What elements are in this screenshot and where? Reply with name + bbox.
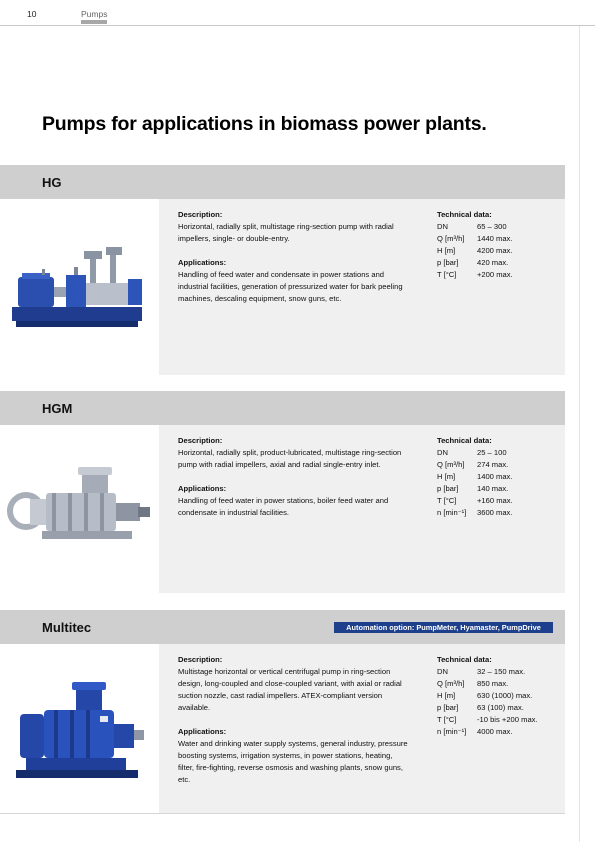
page-title: Pumps for applications in biomass power plants. bbox=[42, 113, 487, 135]
hg-pump-image bbox=[6, 229, 154, 339]
tech-key: T [°C] bbox=[437, 715, 457, 724]
tech-row bbox=[437, 257, 567, 269]
description-text: Horizontal, radially split, product-lubricated, multistage ring-section pump with radial impellers, axial and radial single-entry inlet. bbox=[178, 448, 402, 469]
tech-row bbox=[437, 483, 567, 495]
tech-key: p [bar] bbox=[437, 703, 459, 712]
applications-label: Applications: bbox=[178, 484, 227, 493]
tech-value: 32 – 150 max. bbox=[477, 667, 526, 676]
section-multitec bbox=[0, 610, 565, 813]
description-label: Description: bbox=[178, 655, 223, 664]
multitec-pump-image bbox=[6, 670, 154, 786]
tech-key: p [bar] bbox=[437, 484, 459, 493]
applications-text: Handling of feed water in power stations, boiler feed water and condensate in industrial facilities. bbox=[178, 496, 389, 517]
tech-key: H [m] bbox=[437, 246, 456, 255]
tech-value: 65 – 300 bbox=[477, 222, 507, 231]
description-text: Horizontal, radially split, multistage ring-section pump with radial impellers, single- or double-entry. bbox=[178, 222, 394, 243]
tech-value: -10 bis +200 max. bbox=[477, 715, 538, 724]
description-block bbox=[178, 435, 408, 531]
tech-value: 63 (100) max. bbox=[477, 703, 524, 712]
tech-row bbox=[437, 471, 567, 483]
tech-value: 25 – 100 bbox=[477, 448, 507, 457]
tech-row bbox=[437, 702, 567, 714]
pump-name: HGM bbox=[42, 401, 73, 416]
tech-row bbox=[437, 726, 567, 738]
applications-label: Applications: bbox=[178, 727, 227, 736]
tech-key: p [bar] bbox=[437, 258, 459, 267]
section-label: Pumps bbox=[81, 9, 108, 19]
section-hg bbox=[0, 165, 565, 375]
tech-value: 1400 max. bbox=[477, 472, 513, 481]
tech-row bbox=[437, 221, 567, 233]
tech-row bbox=[437, 678, 567, 690]
tech-row bbox=[437, 245, 567, 257]
tech-row bbox=[437, 447, 567, 459]
tech-row bbox=[437, 714, 567, 726]
section-header bbox=[0, 610, 565, 644]
applications-text: Water and drinking water supply systems, general industry, pressure boosting systems, irrigation systems, in power stations, heating, filter, fire-fighting, reverse osmosis and washing plants, snow guns, etc. bbox=[178, 739, 408, 784]
bottom-divider bbox=[0, 813, 565, 814]
tech-value: 420 max. bbox=[477, 258, 509, 267]
section-body bbox=[0, 199, 565, 375]
description-block bbox=[178, 209, 408, 317]
tech-row bbox=[437, 269, 567, 281]
technical-data bbox=[437, 209, 567, 281]
description-label: Description: bbox=[178, 436, 223, 445]
technical-data-label: Technical data: bbox=[437, 655, 492, 664]
description-label: Description: bbox=[178, 210, 223, 219]
section-body bbox=[0, 644, 565, 813]
pump-name: HG bbox=[42, 175, 62, 190]
tech-key: n [min⁻¹] bbox=[437, 508, 467, 517]
tech-value: 274 max. bbox=[477, 460, 509, 469]
tech-row bbox=[437, 495, 567, 507]
tech-value: 4000 max. bbox=[477, 727, 513, 736]
page-number: 10 bbox=[27, 9, 37, 19]
tech-value: +200 max. bbox=[477, 270, 513, 279]
section-header bbox=[0, 165, 565, 199]
right-margin-line bbox=[579, 26, 580, 842]
tech-value: 3600 max. bbox=[477, 508, 513, 517]
tech-key: DN bbox=[437, 448, 448, 457]
tech-key: Q [m³/h] bbox=[437, 460, 465, 469]
tech-value: 140 max. bbox=[477, 484, 509, 493]
section-hgm bbox=[0, 391, 565, 593]
header-divider bbox=[0, 25, 595, 26]
section-header bbox=[0, 391, 565, 425]
description-text: Multistage horizontal or vertical centrifugal pump in ring-section design, long-coupled and close-coupled variant, with axial or radial suction nozzle, cast radial impellers. ATEX-compliant version available. bbox=[178, 667, 402, 712]
page-header bbox=[0, 0, 595, 26]
tech-key: T [°C] bbox=[437, 496, 457, 505]
tech-key: Q [m³/h] bbox=[437, 679, 465, 688]
tech-value: +160 max. bbox=[477, 496, 513, 505]
tech-key: DN bbox=[437, 667, 448, 676]
tech-key: Q [m³/h] bbox=[437, 234, 465, 243]
applications-label: Applications: bbox=[178, 258, 227, 267]
section-marker bbox=[81, 20, 107, 24]
technical-data-label: Technical data: bbox=[437, 436, 492, 445]
technical-data bbox=[437, 435, 567, 519]
tech-key: H [m] bbox=[437, 472, 456, 481]
tech-value: 1440 max. bbox=[477, 234, 513, 243]
technical-data bbox=[437, 654, 567, 738]
tech-row bbox=[437, 233, 567, 245]
hgm-pump-image bbox=[6, 449, 154, 559]
description-block bbox=[178, 654, 408, 798]
tech-key: T [°C] bbox=[437, 270, 457, 279]
tech-key: DN bbox=[437, 222, 448, 231]
tech-key: n [min⁻¹] bbox=[437, 727, 467, 736]
tech-row bbox=[437, 459, 567, 471]
section-body bbox=[0, 425, 565, 593]
applications-text: Handling of feed water and condensate in power stations and industrial facilities, generation of pressurized water for bark peeling machines, descaling equipment, snow guns, etc. bbox=[178, 270, 403, 303]
tech-value: 850 max. bbox=[477, 679, 509, 688]
tech-row bbox=[437, 507, 567, 519]
tech-value: 4200 max. bbox=[477, 246, 513, 255]
pump-name: Multitec bbox=[42, 620, 92, 635]
automation-option-badge: Automation option: PumpMeter, Hyamaster, PumpDrive bbox=[334, 622, 553, 633]
technical-data-label: Technical data: bbox=[437, 210, 492, 219]
tech-key: H [m] bbox=[437, 691, 456, 700]
tech-value: 630 (1000) max. bbox=[477, 691, 533, 700]
tech-row bbox=[437, 666, 567, 678]
tech-row bbox=[437, 690, 567, 702]
